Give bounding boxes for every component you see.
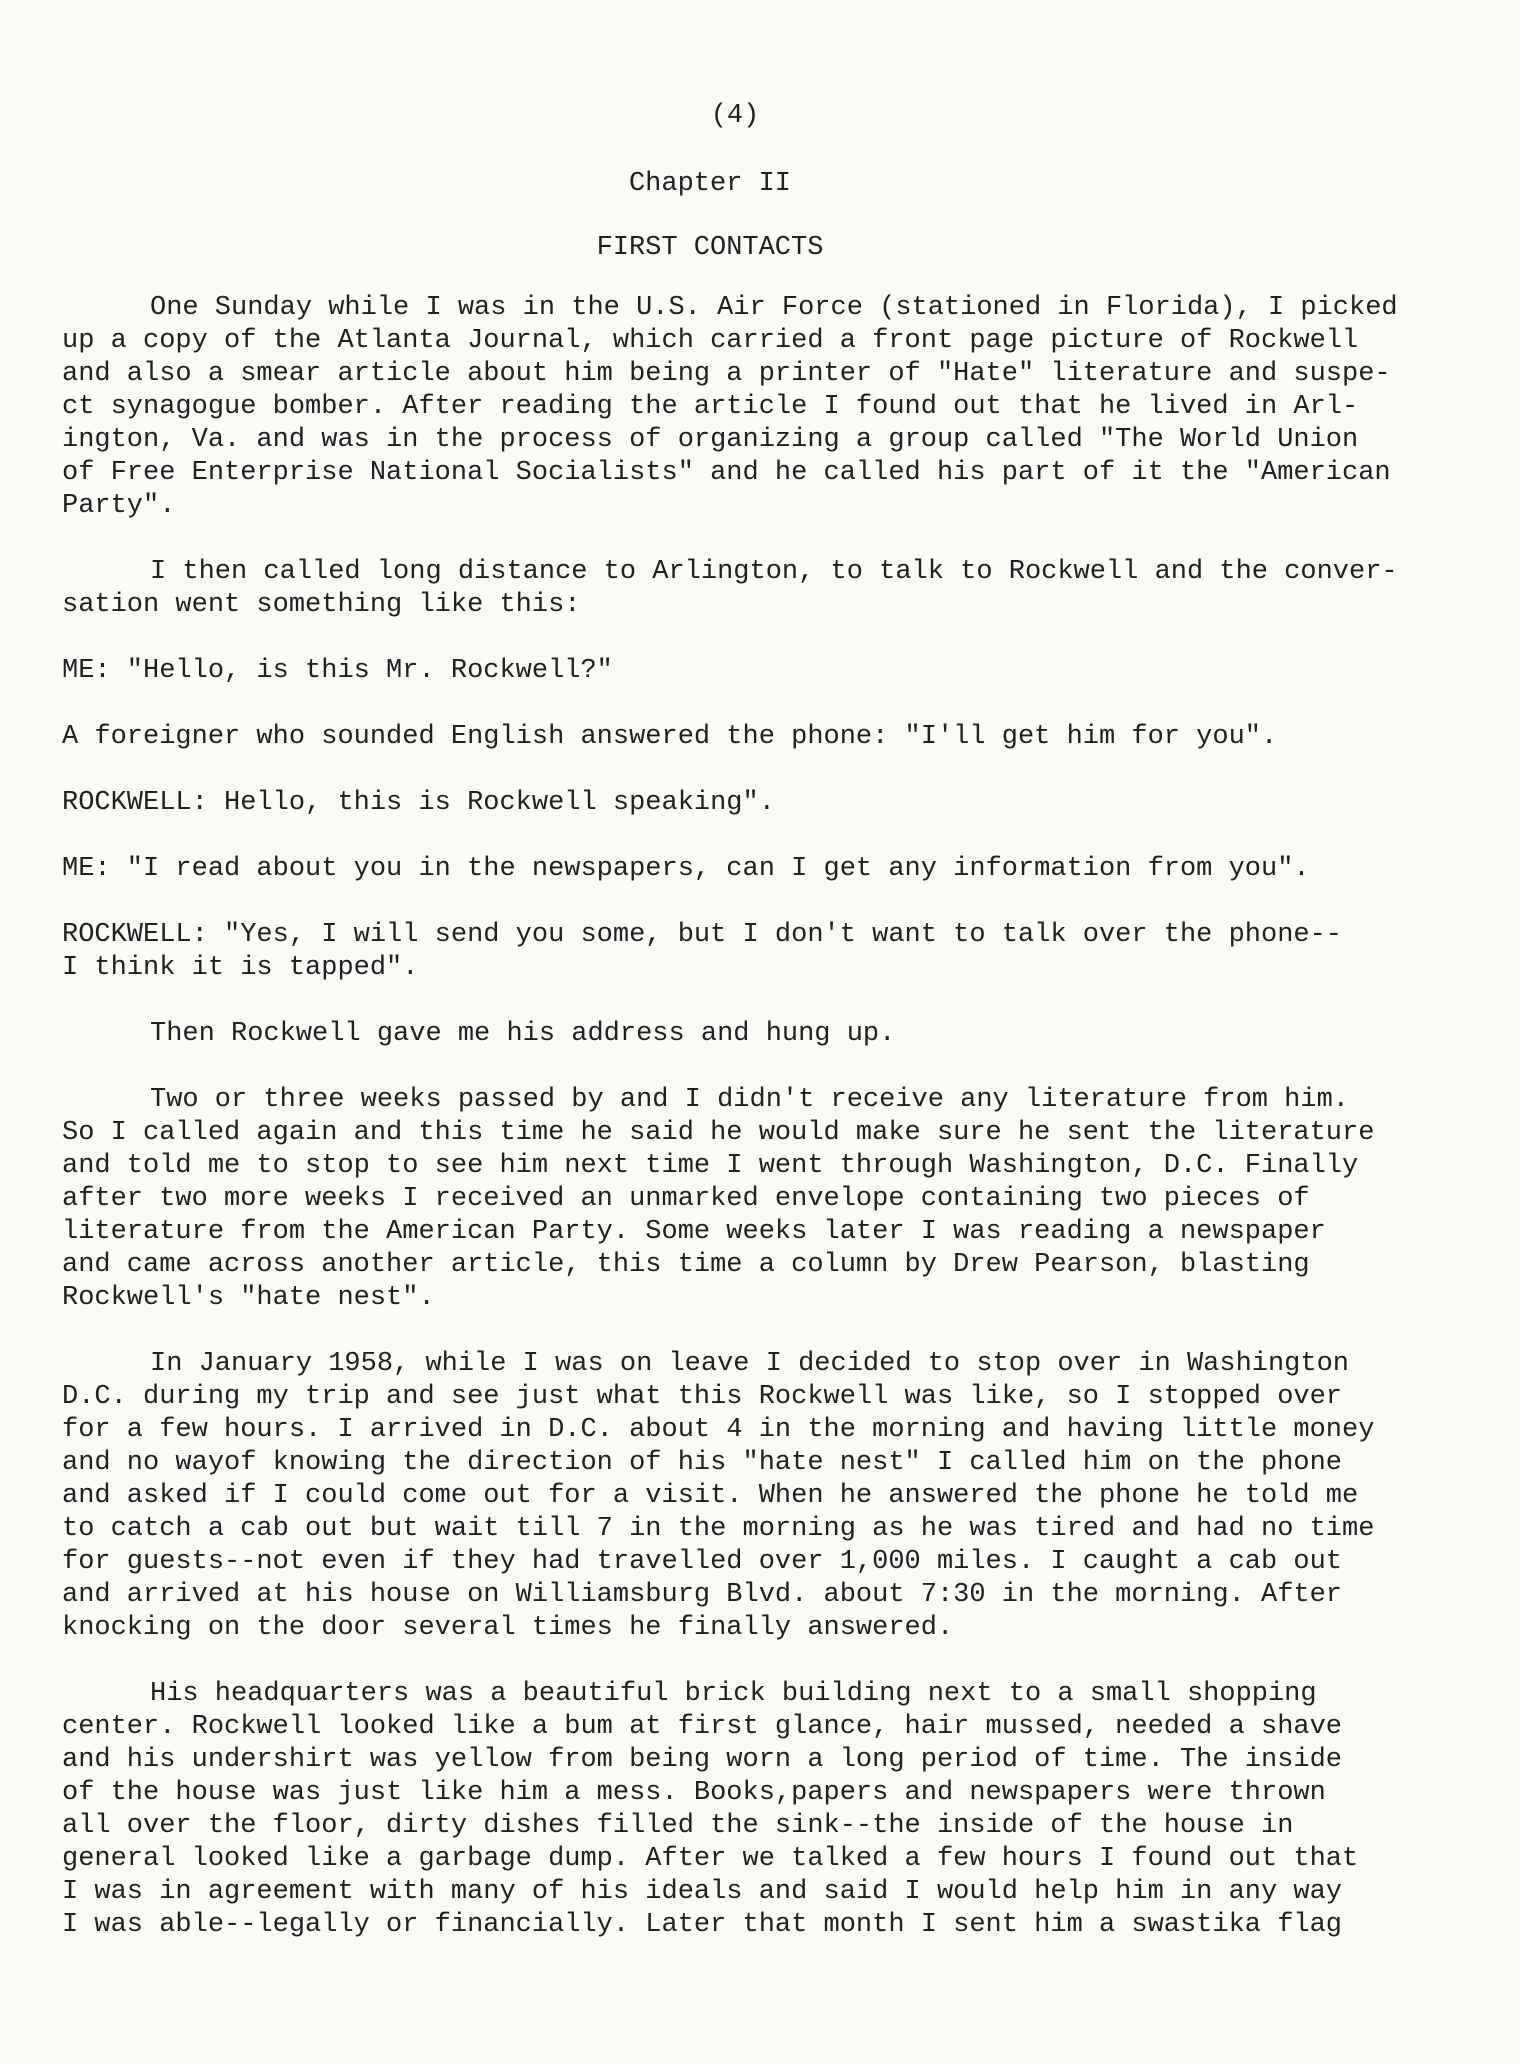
paragraph-line: all over the floor, dirty dishes filled the sink--the inside of the house in (62, 1811, 1294, 1841)
paragraph-line: and asked if I could come out for a visit. When he answered the phone he told me (62, 1481, 1359, 1511)
paragraph-line: ct synagogue bomber. After reading the article I found out that he lived in Arl- (62, 392, 1359, 422)
paragraph-line: for guests--not even if they had travelled over 1,000 miles. I caught a cab out (62, 1547, 1343, 1577)
paragraph-line: D.C. during my trip and see just what this Rockwell was like, so I stopped over (62, 1382, 1343, 1412)
paragraph-line: general looked like a garbage dump. After we talked a few hours I found out that (62, 1844, 1359, 1874)
paragraph-line: and also a smear article about him being a printer of "Hate" literature and suspe- (62, 359, 1391, 389)
section-title: FIRST CONTACTS (596, 233, 824, 263)
paragraph-line: I was in agreement with many of his ideals and said I would help him in any way (62, 1877, 1343, 1907)
chapter-heading: Chapter II (628, 169, 792, 199)
dialogue-rockwell-2 (62, 919, 1462, 985)
dialogue-line: ME: "I read about you in the newspapers, can I get any information from you". (62, 854, 1310, 884)
paragraph-line: and no wayof knowing the direction of his "hate nest" I called him on the phone (62, 1448, 1343, 1478)
dialogue-line: ROCKWELL: "Yes, I will send you some, but I don't want to talk over the phone-- (62, 920, 1343, 950)
paragraph-line: His headquarters was a beautiful brick building next to a small shopping (150, 1679, 1317, 1709)
paragraph-line: of Free Enterprise National Socialists" and he called his part of it the "American (62, 458, 1391, 488)
paragraph-line: literature from the American Party. Some weeks later I was reading a newspaper (62, 1217, 1326, 1247)
paragraph-5 (62, 1348, 1462, 1645)
paragraph-line: I then called long distance to Arlington, to talk to Rockwell and the conver- (150, 557, 1398, 587)
paragraph-line: up a copy of the Atlanta Journal, which carried a front page picture of Rockwell (62, 326, 1359, 356)
paragraph-line: Two or three weeks passed by and I didn't receive any literature from him. (150, 1085, 1349, 1115)
page-number: (4) (710, 101, 760, 131)
dialogue-foreigner (62, 721, 1462, 754)
paragraph-line: I was able--legally or financially. Later that month I sent him a swastika flag (62, 1910, 1343, 1940)
dialogue-me-1 (62, 655, 1462, 688)
paragraph-4 (62, 1084, 1462, 1315)
paragraph-line: for a few hours. I arrived in D.C. about 4 in the morning and having little money (62, 1415, 1375, 1445)
paragraph-line: and told me to stop to see him next time I went through Washington, D.C. Finally (62, 1151, 1359, 1181)
paragraph-3 (62, 1018, 1462, 1051)
paragraph-line: One Sunday while I was in the U.S. Air Force (stationed in Florida), I picked (150, 293, 1398, 323)
body-text (62, 292, 1462, 1975)
paragraph-line: Rockwell's "hate nest". (62, 1283, 435, 1313)
paragraph-line: after two more weeks I received an unmarked envelope containing two pieces of (62, 1184, 1310, 1214)
paragraph-1 (62, 292, 1462, 523)
paragraph-line: Party". (62, 491, 176, 521)
dialogue-line: ROCKWELL: Hello, this is Rockwell speaking". (62, 788, 775, 818)
dialogue-line: A foreigner who sounded English answered the phone: "I'll get him for you". (62, 722, 1278, 752)
paragraph-line: of the house was just like him a mess. Books,papers and newspapers were thrown (62, 1778, 1326, 1808)
paragraph-line: In January 1958, while I was on leave I decided to stop over in Washington (150, 1349, 1349, 1379)
dialogue-line: ME: "Hello, is this Mr. Rockwell?" (62, 656, 613, 686)
paragraph-line: ington, Va. and was in the process of organizing a group called "The World Union (62, 425, 1359, 455)
paragraph-line: center. Rockwell looked like a bum at first glance, hair mussed, needed a shave (62, 1712, 1343, 1742)
paragraph-line: and came across another article, this time a column by Drew Pearson, blasting (62, 1250, 1310, 1280)
paragraph-line: So I called again and this time he said he would make sure he sent the literature (62, 1118, 1375, 1148)
paragraph-line: and his undershirt was yellow from being worn a long period of time. The inside (62, 1745, 1343, 1775)
paragraph-line: sation went something like this: (62, 590, 581, 620)
paragraph-line: Then Rockwell gave me his address and hung up. (150, 1019, 896, 1049)
paragraph-6 (62, 1678, 1462, 1942)
dialogue-rockwell-1 (62, 787, 1462, 820)
paragraph-2 (62, 556, 1462, 622)
paragraph-line: and arrived at his house on Williamsburg Blvd. about 7:30 in the morning. After (62, 1580, 1343, 1610)
dialogue-me-2 (62, 853, 1462, 886)
paragraph-line: knocking on the door several times he finally answered. (62, 1613, 954, 1643)
dialogue-line: I think it is tapped". (62, 953, 419, 983)
paragraph-line: to catch a cab out but wait till 7 in the morning as he was tired and had no time (62, 1514, 1375, 1544)
